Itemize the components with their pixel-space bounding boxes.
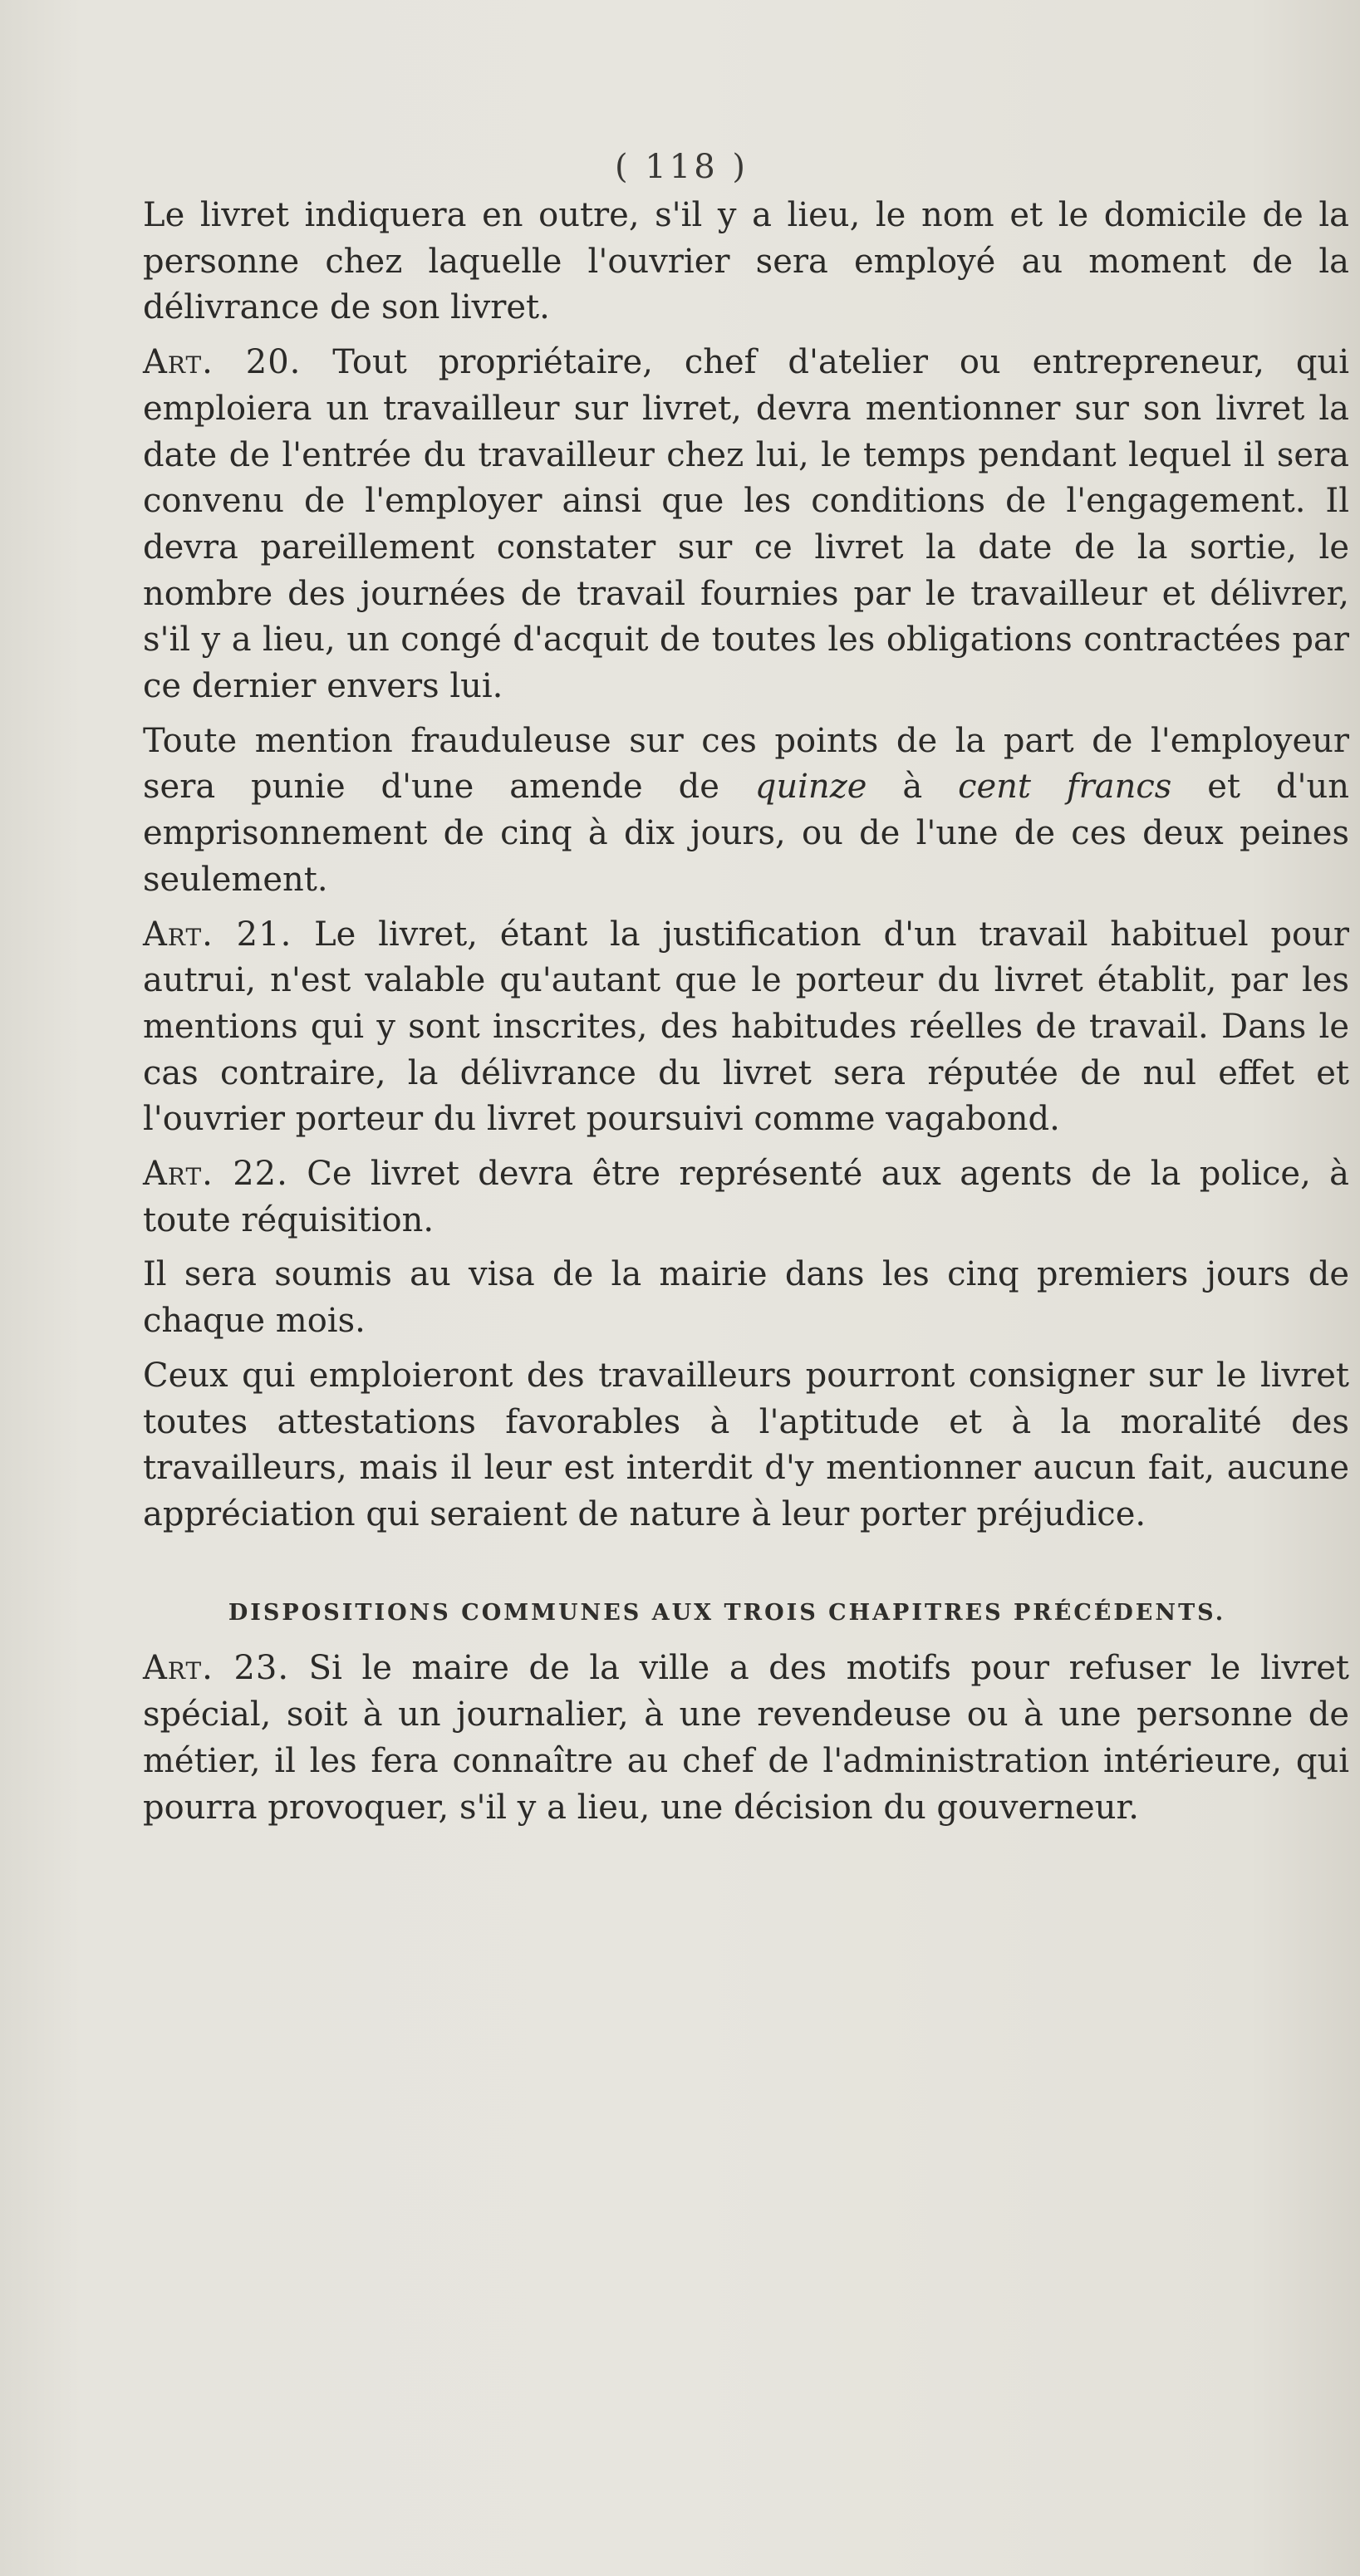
article-text: Si le maire de la ville a des motifs pour refuser le livret spécial, soit à un journalier, à une revendeuse ou à une personne de métier, il les fera connaître au chef de l'administration intérieure, qui pourra provoquer, s'il y a lieu, une décision du gouverneur. xyxy=(143,1649,1349,1827)
article-label: Art. 23. xyxy=(143,1649,290,1688)
paragraph-article-21 xyxy=(105,912,1349,1144)
paragraph-text: et d'un emprisonnement de cinq à dix jours, ou de l'une de ces deux peines seulement. xyxy=(143,768,1349,899)
italic-amount: cent francs xyxy=(958,768,1172,807)
paragraph-article-20 xyxy=(105,340,1349,710)
paragraph-livret-domicile: Le livret indiquera en outre, s'il y a lieu, le nom et le domicile de la personne chez laquelle l'ouvrier sera employé au moment de la délivrance de son livret. xyxy=(143,196,1349,327)
paragraph-visa-mairie: Il sera soumis au visa de la mairie dans les cinq premiers jours de chaque mois. xyxy=(143,1255,1349,1341)
article-text: Ce livret devra être représenté aux agents de la police, à toute réquisition. xyxy=(143,1155,1349,1239)
article-text: Tout propriétaire, chef d'atelier ou entrepreneur, qui emploiera un travailleur sur livret, devra mentionner sur son livret la date de l'entrée du travailleur chez lui, le temps pendant lequel il sera convenu de l'employer ainsi que les conditions de l'engagement. Il devra pareillement constater sur ce livret la date de la sortie, le nombre des journées de travail fournies par le travailleur et délivrer, s'il y a lieu, un congé d'acquit de toutes les obligations contractées par ce dernier envers lui. xyxy=(143,343,1349,706)
paragraph-text: à xyxy=(867,768,959,807)
paragraph-attestations: Ceux qui emploieront des travailleurs pourront consigner sur le livret toutes attestations favorables à l'aptitude et à la moralité des travailleurs, mais il leur est interdit d'y mentionner aucun fait, aucune appréciation qui seraient de nature à leur porter préjudice. xyxy=(143,1356,1349,1533)
paragraph-article-22 xyxy=(105,1151,1349,1244)
paragraph-text: Toute mention frauduleuse sur ces points de la part de l'employeur sera punie d'une amende de xyxy=(143,721,1349,807)
section-heading: DISPOSITIONS COMMUNES AUX TROIS CHAPITRES PRÉCÉDENTS. xyxy=(228,1599,1226,1626)
article-text: Le livret, étant la justification d'un travail habituel pour autrui, n'est valable qu'autant que le porteur du livret établit, par les mentions qui y sont inscrites, des habitudes réelles de travail. Dans le cas contraire, la délivrance du livret sera réputée de nul effet et l'ouvrier porteur du livret poursuivi comme vagabond. xyxy=(143,915,1349,1139)
article-label: Art. 21. xyxy=(143,915,292,954)
article-label: Art. 22. xyxy=(143,1155,288,1194)
page-number: ( 118 ) xyxy=(615,148,749,186)
paragraph-article-23 xyxy=(105,1646,1349,1831)
body-text xyxy=(105,193,1349,1831)
italic-amount: quinze xyxy=(754,768,867,807)
article-label: Art. 20. xyxy=(143,343,302,382)
paragraph-mention-frauduleuse xyxy=(105,719,1349,904)
